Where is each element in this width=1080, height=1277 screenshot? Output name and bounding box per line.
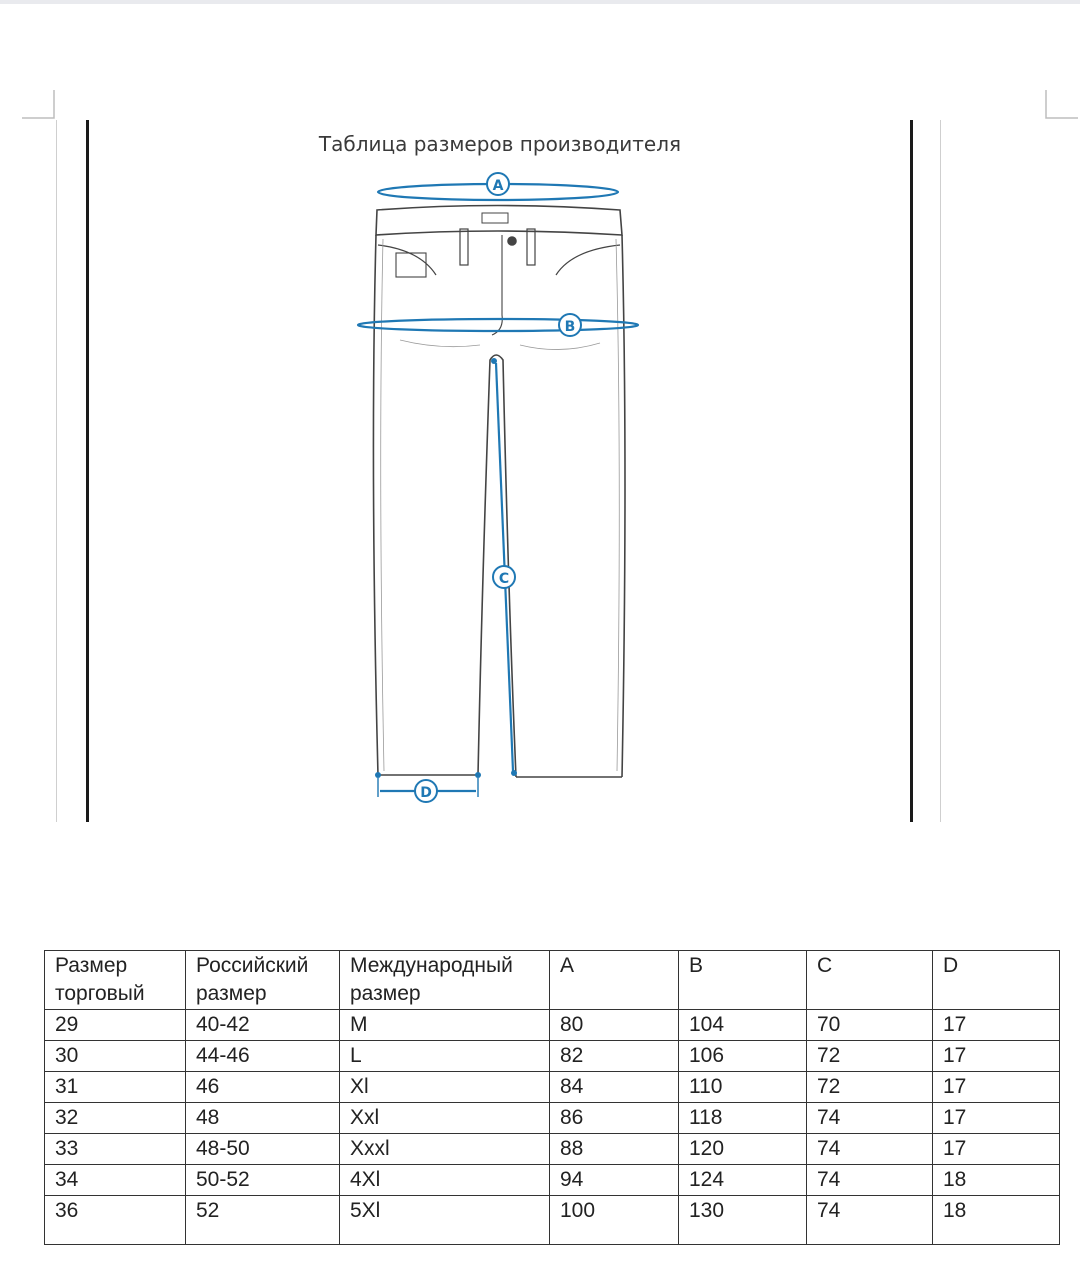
header-cell-text: B [689,954,704,977]
marker-d-label: D [420,785,432,801]
table-cell: L [340,1041,550,1072]
header-cell [933,951,1060,1010]
table-cell: 30 [45,1041,186,1072]
table-cell: 104 [679,1010,807,1041]
table-cell: 29 [45,1010,186,1041]
table-cell: 5Xl [340,1196,550,1245]
page-corner-mark-left [20,88,60,122]
table-cell: 17 [933,1041,1060,1072]
table-cell: 80 [550,1010,679,1041]
table-row [45,1134,1060,1165]
table-cell: 120 [679,1134,807,1165]
table-cell: M [340,1010,550,1041]
table-cell: Xl [340,1072,550,1103]
table-cell: 124 [679,1165,807,1196]
table-cell: 82 [550,1041,679,1072]
frame-line-left [86,120,89,822]
header-cell [807,951,933,1010]
table-cell: 44-46 [186,1041,340,1072]
table-cell: 100 [550,1196,679,1245]
measure-a [378,173,618,200]
measure-b [358,314,638,336]
frame-line-right [910,120,913,822]
table-cell: 17 [933,1010,1060,1041]
header-cell-text: Международный [350,954,513,977]
table-row [45,1103,1060,1134]
table-cell: 84 [550,1072,679,1103]
table-row [45,1165,1060,1196]
table-cell: 74 [807,1165,933,1196]
header-cell [550,951,679,1010]
table-cell: 48 [186,1103,340,1134]
size-table [44,950,1060,1245]
marker-b-label: B [564,319,576,335]
pants-measurement-diagram [340,165,670,815]
page-corner-mark-right [1040,88,1080,122]
table-cell: 110 [679,1072,807,1103]
table-cell: 33 [45,1134,186,1165]
table-cell: 31 [45,1072,186,1103]
table-cell: 74 [807,1134,933,1165]
header-cell-text: Размер [55,954,128,977]
marker-a-label: A [492,178,504,194]
table-row [45,1196,1060,1245]
table-cell: 106 [679,1041,807,1072]
table-cell: 34 [45,1165,186,1196]
table-cell: 72 [807,1041,933,1072]
header-cell-text: D [943,954,959,977]
table-cell: Xxl [340,1103,550,1134]
header-cell [186,951,340,1010]
table-cell: 18 [933,1196,1060,1245]
table-row [45,1010,1060,1041]
measure-d [375,772,481,802]
table-cell: 118 [679,1103,807,1134]
header-cell-text: Российский [196,954,309,977]
diagram-title: Таблица размеров производителя [318,132,682,156]
table-cell: 36 [45,1196,186,1245]
table-cell: 130 [679,1196,807,1245]
table-cell: 94 [550,1165,679,1196]
table-cell: 74 [807,1196,933,1245]
table-cell: 50-52 [186,1165,340,1196]
table-row [45,1072,1060,1103]
table-cell: 74 [807,1103,933,1134]
table-cell: 86 [550,1103,679,1134]
table-cell: 88 [550,1134,679,1165]
table-cell: 72 [807,1072,933,1103]
table-cell: 70 [807,1010,933,1041]
header-cell-text: торговый [55,982,145,1005]
table-row [45,1041,1060,1072]
header-cell-text: A [560,954,575,977]
header-cell-text: C [817,954,833,977]
table-cell: 17 [933,1072,1060,1103]
table-cell: 17 [933,1103,1060,1134]
pants-outline [373,206,625,778]
table-cell: 18 [933,1165,1060,1196]
marker-c-label: C [498,571,510,587]
header-cell-text: размер [350,982,421,1005]
page-margin-left [56,120,57,822]
table-cell: 32 [45,1103,186,1134]
header-cell [45,951,186,1010]
page-margin-right [940,120,941,822]
table-header-row [45,951,1060,1010]
table-cell: 17 [933,1134,1060,1165]
table-cell: 40-42 [186,1010,340,1041]
table-cell: Xxxl [340,1134,550,1165]
page-top-border [0,0,1080,4]
table-cell: 4Xl [340,1165,550,1196]
table-cell: 46 [186,1072,340,1103]
header-cell-text: размер [196,982,267,1005]
table-cell: 52 [186,1196,340,1245]
header-cell [679,951,807,1010]
table-cell: 48-50 [186,1134,340,1165]
header-cell [340,951,550,1010]
